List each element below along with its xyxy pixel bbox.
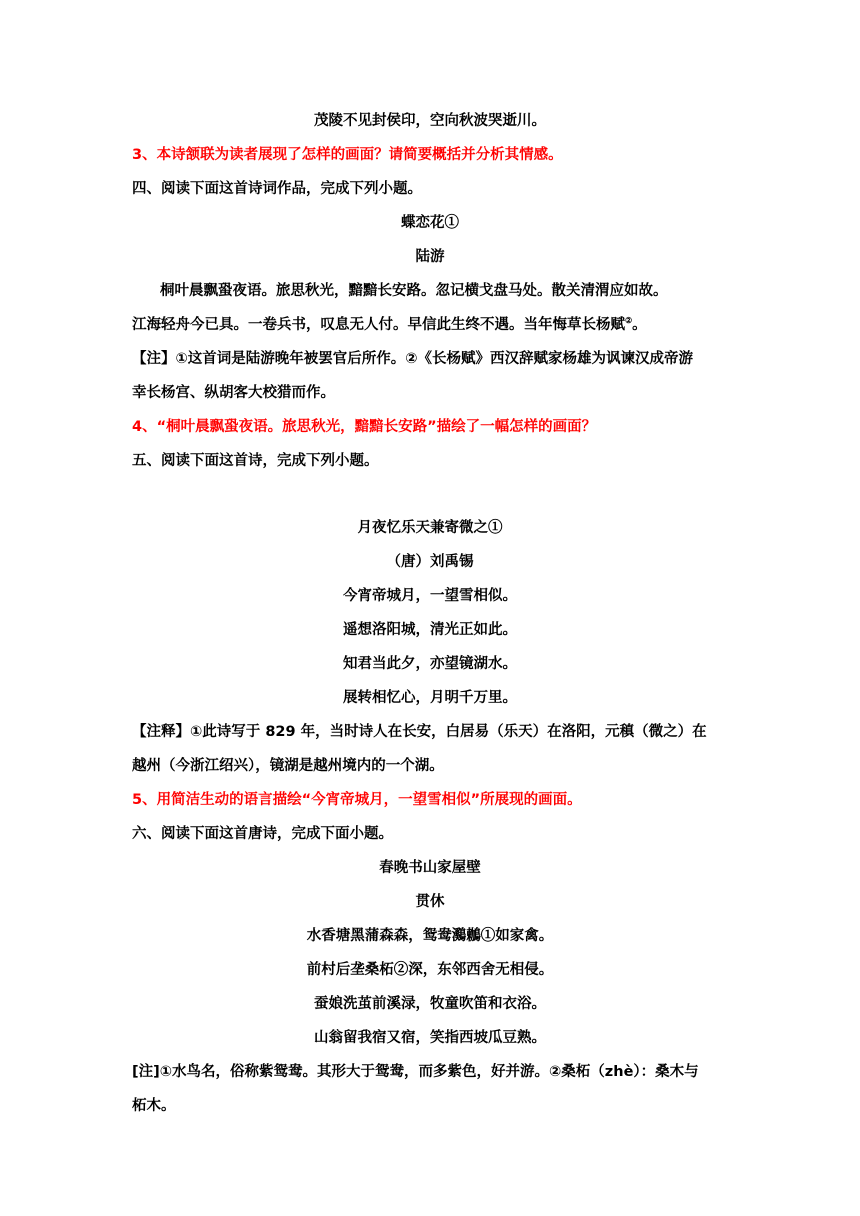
poem-author: （唐）刘禹锡	[386, 553, 474, 570]
poem-title: 春晚书山家屋壁	[379, 859, 481, 876]
poem-line: 前村后垄桑柘②深，东邻西舍无相侵。	[306, 961, 554, 978]
poem-line	[132, 315, 732, 335]
note: 柘木。	[132, 1098, 176, 1114]
footnote-marker: ②	[625, 315, 633, 326]
note: 【注释】①此诗写于 829 年，当时诗人在长安，白居易（乐天）在洛阳，元稹（微之）在	[132, 724, 707, 740]
note: 越州（今浙江绍兴），镜湖是越州境内的一个湖。	[132, 758, 444, 774]
poem-line: 今宵帝城月，一望雪相似。	[343, 587, 517, 604]
poem-author: 贯休	[415, 893, 445, 910]
poem-title: 月夜忆乐天兼寄微之①	[357, 519, 503, 536]
section-5-heading: 五、阅读下面这首诗，完成下列小题。	[132, 453, 379, 469]
poem-line: 桐叶晨飘蛩夜语。旅思秋光，黯黯长安路。忽记横戈盘马处。散关清渭应如故。	[160, 282, 668, 299]
poem-line: 遥想洛阳城，清光正如此。	[343, 621, 517, 638]
poem-line-end: 。	[632, 316, 647, 333]
poem-title: 蝶恋花①	[401, 214, 459, 231]
poem-line: 茂陵不见封侯印，空向秋波哭逝川。	[314, 112, 546, 129]
poem-line: 知君当此夕，亦望镜湖水。	[343, 655, 517, 672]
poem-line: 山翁留我宿又宿，笑指西坡瓜豆熟。	[314, 1029, 546, 1046]
poem-line: 蚕娘洗茧前溪渌，牧童吹笛和衣浴。	[314, 995, 546, 1012]
note: 【注】①这首词是陆游晚年被罢官后所作。②《长杨赋》西汉辞赋家杨雄为讽谏汉成帝游	[132, 351, 694, 367]
question-5: 5、用简洁生动的语言描绘“今宵帝城月，一望雪相似”所展现的画面。	[132, 792, 582, 808]
poem-author: 陆游	[415, 248, 445, 265]
question-4: 4、“桐叶晨飘蛩夜语。旅思秋光，黯黯长安路”描绘了一幅怎样的画面？	[132, 419, 597, 435]
section-6-heading: 六、阅读下面这首唐诗，完成下面小题。	[132, 826, 393, 842]
poem-line: 水香塘黑蒲森森，鸳鸯鸂鶒①如家禽。	[306, 927, 554, 944]
question-3: 3、本诗颔联为读者展现了怎样的画面？请简要概括并分析其情感。	[132, 147, 563, 163]
section-4-heading: 四、阅读下面这首诗词作品，完成下列小题。	[132, 181, 422, 197]
poem-line: 展转相忆心，月明千万里。	[343, 689, 517, 706]
poem-line-text: 江海轻舟今已具。一卷兵书，叹息无人付。早信此生终不遇。当年悔草长杨赋	[132, 316, 625, 333]
note: 幸长杨宫、纵胡客大校猎而作。	[132, 385, 335, 401]
note: [注]①水鸟名，俗称紫鸳鸯。其形大于鸳鸯，而多紫色，好并游。②桑柘（zhè）：桑木与	[132, 1064, 699, 1080]
